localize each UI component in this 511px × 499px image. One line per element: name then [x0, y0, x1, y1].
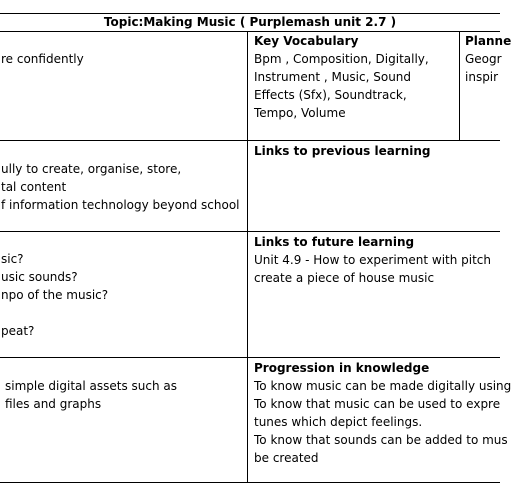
column-divider-main — [247, 31, 248, 483]
key-vocabulary-heading: Key Vocabulary — [254, 34, 359, 48]
planned-heading: Planne — [465, 34, 511, 48]
future-line2: create a piece of house music — [254, 271, 435, 285]
progression-line1: To know music can be made digitally using — [254, 379, 511, 393]
vocab-line2: Instrument , Music, Sound — [254, 70, 412, 84]
row2-left-line2: tal content — [1, 180, 67, 194]
row4-left-line1: simple digital assets such as — [5, 379, 178, 393]
column-divider-planned — [459, 31, 460, 141]
title-row-divider — [0, 31, 500, 32]
row3-left-line5: peat? — [1, 324, 35, 338]
row3-left-line2: usic sounds? — [1, 270, 78, 284]
row4-left-line2: files and graphs — [5, 397, 102, 411]
row2-left-line3: f information technology beyond school — [1, 198, 240, 212]
planned-line2: inspir — [465, 70, 499, 84]
vocab-line3: Effects (Sfx), Soundtrack, — [254, 88, 407, 102]
row2-left-line1: ully to create, organise, store, — [1, 162, 182, 176]
future-learning-heading: Links to future learning — [254, 235, 415, 249]
progression-line2: To know that music can be used to expre — [254, 397, 501, 411]
row-divider-2 — [0, 231, 500, 232]
row1-left-line1: re confidently — [1, 52, 84, 66]
planned-line1: Geogr — [465, 52, 502, 66]
progression-line3: tunes which depict feelings. — [254, 415, 423, 429]
previous-learning-heading: Links to previous learning — [254, 144, 431, 158]
progression-line5: be created — [254, 451, 319, 465]
row-divider-3 — [0, 357, 500, 358]
topic-title: Topic:Making Music ( Purplemash unit 2.7 ) — [103, 15, 397, 29]
table-bottom-border — [0, 482, 500, 483]
row-divider-1 — [0, 140, 500, 141]
vocab-line1: Bpm , Composition, Digitally, — [254, 52, 429, 66]
vocab-line4: Tempo, Volume — [254, 106, 346, 120]
future-line1: Unit 4.9 - How to experiment with pitch — [254, 253, 492, 267]
row3-left-line3: npo of the music? — [1, 288, 109, 302]
progression-heading: Progression in knowledge — [254, 361, 430, 375]
row3-left-line1: sic? — [1, 252, 24, 266]
progression-line4: To know that sounds can be added to mus — [254, 433, 508, 447]
